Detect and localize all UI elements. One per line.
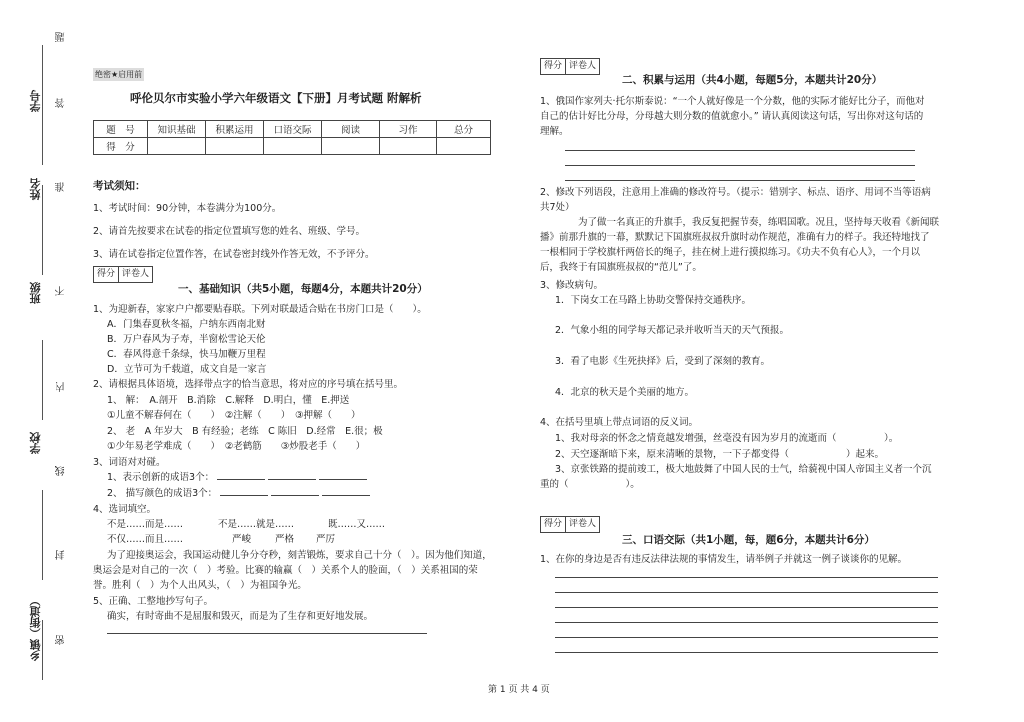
paragraph-line: 一根相同于学校旗杆两倍长的绳子，挂在树上进行摸拟练习。《功夫不负有心人》，一个月以 bbox=[540, 247, 921, 258]
question-text: 1、表示创新的成语3个： bbox=[107, 472, 215, 483]
sidebar-char: 封 bbox=[56, 550, 67, 560]
table-cell: 得 分 bbox=[94, 138, 148, 155]
option[interactable]: C．春风得意千条绿，快马加鞭万里程 bbox=[107, 349, 266, 360]
answer-line[interactable] bbox=[555, 637, 938, 638]
question-line: 重的（ ）。 bbox=[540, 479, 640, 490]
township-label: 乡镇（街道） bbox=[29, 595, 42, 661]
grader-name-label: 评卷人 bbox=[118, 267, 152, 282]
table-cell: 口语交际 bbox=[264, 121, 322, 138]
grader-score-label: 得分 bbox=[97, 269, 116, 279]
paragraph-line: 播》前那升旗的一幕，默默记下国旗班叔叔升旗时动作规范，准确有力的样子。我还特地找了 bbox=[540, 232, 930, 243]
question-line: 2、 老 A 年岁大 B 有经验；老练 C 陈旧 D.经常 E.很；极 bbox=[107, 426, 383, 437]
question-line: ①儿童不解春何在（ ） ②注解（ ） ③押解（ ） bbox=[107, 410, 361, 421]
grader-score-label: 得分 bbox=[544, 519, 563, 529]
sidebar-line bbox=[42, 340, 43, 420]
sentence-item: 3．看了电影《生死抉择》后，受到了深刻的教育。 bbox=[555, 356, 771, 367]
option[interactable]: D．立节可为千载道，成文自是一家言 bbox=[107, 364, 267, 375]
word-choice: 既……又…… bbox=[328, 519, 386, 530]
confidential-stamp: 绝密★启用前 bbox=[95, 70, 143, 79]
sidebar-line bbox=[42, 490, 43, 580]
answer-line[interactable] bbox=[555, 607, 938, 608]
sentence-item: 1．下岗女工在马路上协助交警保持交通秩序。 bbox=[555, 295, 752, 306]
section-2-title: 二、积累与运用（共4小题，每题5分，本题共计20分） bbox=[622, 74, 883, 86]
score-table bbox=[93, 120, 491, 155]
section-1-title: 一、基础知识（共5小题，每题4分，本题共计20分） bbox=[178, 283, 428, 295]
question-line: ①少年易老学难成（ ） ②老鹤筋 ③炒股老手（ ） bbox=[107, 441, 366, 452]
question-line bbox=[107, 487, 370, 500]
grader-box bbox=[540, 516, 600, 533]
grader-name-label: 评卷人 bbox=[565, 59, 599, 74]
question: 4、在括号里填上带点词语的反义词。 bbox=[540, 417, 699, 428]
question: 2、请根据具体语境，选择带点字的恰当意思，将对应的序号填在括号里。 bbox=[93, 379, 404, 390]
class-label: 班级 bbox=[29, 282, 42, 304]
sentence-item: 4．北京的秋天是个美丽的地方。 bbox=[555, 387, 695, 398]
table-cell: 知识基础 bbox=[148, 121, 206, 138]
sidebar-char: 密 bbox=[56, 635, 67, 645]
answer-line[interactable] bbox=[555, 592, 938, 593]
page-title: 呼伦贝尔市实验小学六年级语文【下册】月考试题 附解析 bbox=[130, 91, 422, 105]
grader-name-label: 评卷人 bbox=[565, 517, 599, 532]
question-line: 理解。 bbox=[540, 126, 569, 137]
table-cell: 总分 bbox=[437, 121, 491, 138]
option[interactable]: A．门集春夏秋冬福，户纳东西南北财 bbox=[107, 319, 266, 330]
table-cell: 题 号 bbox=[94, 121, 148, 138]
sidebar-char: 题 bbox=[56, 32, 67, 42]
question-line: 誉。胜利（ ）为个人出风头，（ ）为祖国争光。 bbox=[93, 580, 307, 591]
student-id-label: 学号 bbox=[29, 90, 42, 112]
question-text: 2、 描写颜色的成语3个： bbox=[107, 488, 218, 499]
answer-blank[interactable] bbox=[319, 479, 367, 480]
answer-line[interactable] bbox=[555, 577, 938, 578]
question-line: 2、修改下列语段，注意用上准确的修改符号。（提示：错别字、标点、语序、用词不当等语病 bbox=[540, 187, 931, 198]
question-line: 自己的估计好比分母，分母越大则分数的值就愈小。” 请认真阅读这句话，写出你对这句话的 bbox=[540, 111, 924, 122]
word-choice: 严厉 bbox=[316, 534, 336, 545]
question-line: 1、我对母亲的怀念之情竟越发增强，丝毫没有因为岁月的流逝而（ ）。 bbox=[555, 433, 899, 444]
score-input-cell[interactable] bbox=[264, 138, 322, 155]
grader-score-label: 得分 bbox=[544, 61, 563, 71]
sentence-item: 2．气象小组的同学每天都记录并收听当天的天气预报。 bbox=[555, 325, 790, 336]
sidebar-char: 线 bbox=[56, 466, 67, 476]
question-line bbox=[107, 471, 367, 484]
binding-sidebar bbox=[28, 20, 80, 700]
paragraph-line: 为了做一名真正的升旗手，我反复把握节奏，练唱国歌。况且，坚持每天收看《新闻联 bbox=[578, 217, 940, 228]
grader-box bbox=[93, 266, 153, 283]
table-cell: 积累运用 bbox=[206, 121, 264, 138]
table-cell: 习作 bbox=[380, 121, 437, 138]
answer-blank[interactable] bbox=[268, 479, 316, 480]
answer-blank[interactable] bbox=[220, 495, 268, 496]
answer-line[interactable] bbox=[555, 622, 938, 623]
score-table-header bbox=[94, 121, 491, 138]
table-cell: 阅读 bbox=[322, 121, 380, 138]
question-line: 1、俄国作家列夫·托尔斯泰说：“一个人就好像是一个分数，他的实际才能好比分子，而他对 bbox=[540, 96, 925, 107]
score-input-cell[interactable] bbox=[206, 138, 264, 155]
answer-line[interactable] bbox=[565, 165, 915, 166]
question-line: 1、 解： A.剖开 B.消除 C.解释 D.明白，懂 E.押送 bbox=[107, 395, 350, 406]
sidebar-char: 内 bbox=[56, 382, 67, 392]
grader-box bbox=[540, 58, 600, 75]
question: 4、选词填空。 bbox=[93, 504, 157, 515]
word-choice: 不是……而是…… bbox=[107, 519, 184, 530]
page-footer: 第 1 页 共 4 页 bbox=[488, 685, 550, 695]
score-input-cell[interactable] bbox=[148, 138, 206, 155]
question-line: 3、京张铁路的提前竣工，极大地鼓舞了中国人民的士气，给藐视中国人帝国主义者一个沉 bbox=[555, 464, 932, 475]
question: 1、在你的身边是否有违反法律法规的事情发生，请举例子并就这一例子谈谈你的见解。 bbox=[540, 554, 908, 565]
answer-line[interactable] bbox=[555, 652, 938, 653]
word-choice: 严峻 bbox=[232, 534, 252, 545]
score-table-row bbox=[94, 138, 491, 155]
question-line: 确实，有时寄曲不是屈服和毁灭，而是为了生存和更好地发展。 bbox=[107, 611, 374, 622]
question-line: 共7处） bbox=[540, 202, 575, 213]
answer-blank[interactable] bbox=[271, 495, 319, 496]
score-input-cell[interactable] bbox=[437, 138, 491, 155]
question-line: 奥运会是对自己的一次（ ）考验。比赛的输赢（ ）关系个人的脸面，（ ）关系祖国的荣 bbox=[93, 565, 478, 576]
answer-blank[interactable] bbox=[322, 495, 370, 496]
question-line: 为了迎接奥运会，我国运动健儿争分夺秒，刻苦锻炼，要求自己十分（ ）。因为他们知道， bbox=[107, 550, 492, 561]
question-line: 2、天空逐渐暗下来，原来清晰的景物，一下子都变得（ ）起来。 bbox=[555, 449, 885, 460]
question: 1、为迎新春，家家户户都要贴春联。下列对联最适合贴在书房门口是（ ）。 bbox=[93, 304, 427, 315]
score-input-cell[interactable] bbox=[322, 138, 380, 155]
answer-line[interactable] bbox=[565, 180, 915, 181]
question: 5、正确、工整地抄写句子。 bbox=[93, 596, 214, 607]
question: 3、修改病句。 bbox=[540, 280, 604, 291]
answer-line[interactable] bbox=[107, 633, 427, 634]
section-3-title: 三、口语交际（共1小题，每，题6分，本题共计6分） bbox=[622, 534, 875, 546]
word-choice: 严格 bbox=[275, 534, 295, 545]
sidebar-char: 答 bbox=[56, 98, 67, 108]
name-label: 姓名 bbox=[29, 178, 42, 200]
sidebar-char: 准 bbox=[56, 182, 67, 192]
notes-heading: 考试须知： bbox=[93, 180, 146, 192]
paragraph-line: 后，我终于有国旗班叔叔的“范儿”了。 bbox=[540, 262, 702, 273]
note-item: 1、考试时间：90分钟，本卷满分为100分。 bbox=[93, 203, 282, 214]
note-item: 3、请在试卷指定位置作答，在试卷密封线外作答无效，不予评分。 bbox=[93, 249, 375, 260]
answer-line[interactable] bbox=[565, 150, 915, 151]
school-label: 学校 bbox=[29, 432, 42, 454]
option[interactable]: B．万户春风为子寿，半窗松雪论天伦 bbox=[107, 334, 266, 345]
word-choice: 不是……就是…… bbox=[218, 519, 295, 530]
answer-blank[interactable] bbox=[217, 479, 265, 480]
sidebar-char: 不 bbox=[56, 286, 67, 296]
note-item: 2、请首先按要求在试卷的指定位置填写您的姓名、班级、学号。 bbox=[93, 226, 366, 237]
score-input-cell[interactable] bbox=[380, 138, 437, 155]
word-choice: 不仅……而且…… bbox=[107, 534, 184, 545]
question: 3、词语对对碰。 bbox=[93, 457, 166, 468]
